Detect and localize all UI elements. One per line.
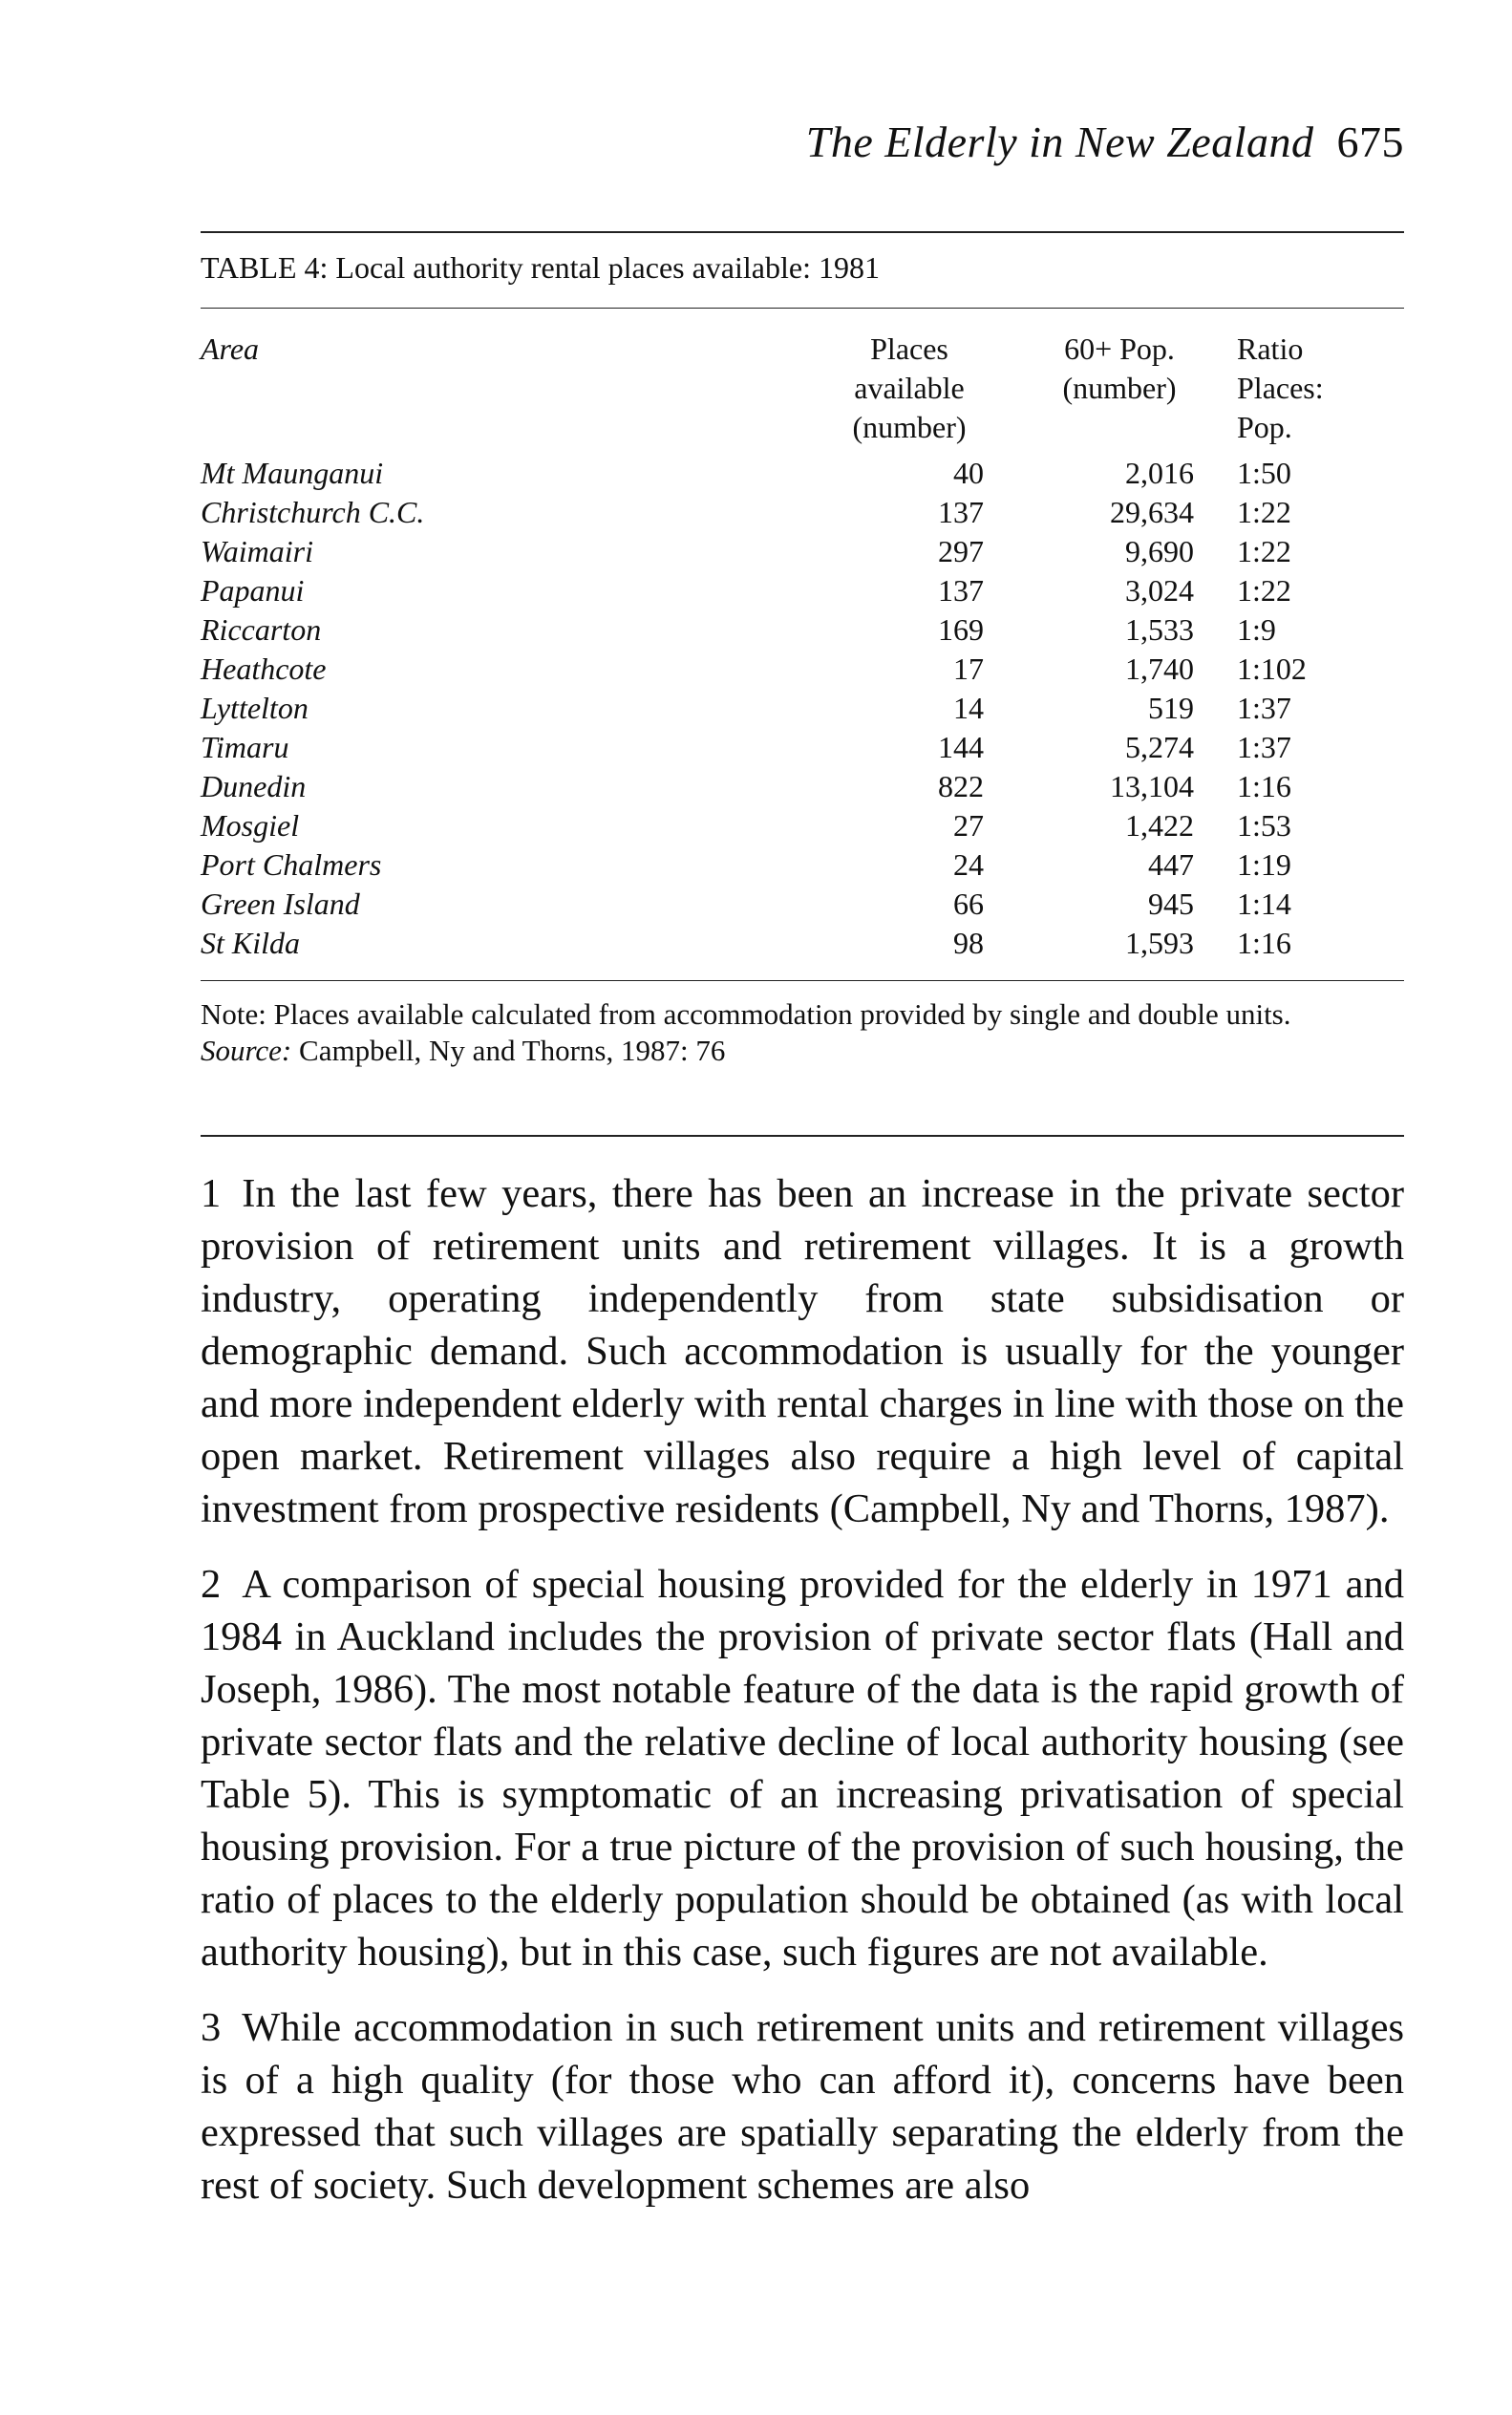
paragraph-text: While accommodation in such retirement units and retirement villages is of a high quality (for those who can afford it), concerns have been expressed that such villages are spatially separating the elderly from the rest of society. Such development schemes are also (201, 2005, 1404, 2208)
page-number: 675 (1336, 118, 1404, 166)
cell-pop: 1,422 (1125, 808, 1194, 843)
cell-area: Papanui (201, 573, 305, 608)
paragraph (201, 1167, 1404, 1535)
cell-ratio: 1:16 (1237, 769, 1291, 803)
col-header-pop-line: 60+ Pop. (1064, 331, 1175, 366)
paragraph-number: 3 (201, 2005, 222, 2050)
paragraph-number: 2 (201, 1562, 222, 1607)
cell-ratio: 1:53 (1237, 808, 1291, 843)
cell-ratio: 1:22 (1237, 573, 1291, 608)
cell-pop: 9,690 (1125, 534, 1194, 568)
cell-places: 297 (938, 534, 984, 568)
col-header-pop-line: (number) (1062, 371, 1177, 405)
running-head (806, 117, 1404, 167)
table-body (201, 454, 1404, 963)
body-text (201, 1167, 1404, 2234)
table-row (201, 885, 1404, 924)
paragraph-text: In the last few years, there has been an increase in the private sector provision of retirement units and retirement villages. It is a growth industry, operating independently from state subsidisation or demographic demand. Such accommodation is usually for the younger and more independent elderly with rental charges in line with those on the open market. Retirement villages also require a high level of capital investment from prospective residents (Campbell, Ny and Thorns, 1987). (201, 1171, 1404, 1531)
cell-places: 14 (953, 691, 984, 725)
cell-area: Green Island (201, 887, 360, 921)
cell-places: 822 (938, 769, 984, 803)
paragraph (201, 2001, 1404, 2212)
table-row (201, 728, 1404, 767)
cell-places: 17 (953, 652, 984, 686)
cell-ratio: 1:37 (1237, 691, 1291, 725)
source-line (201, 1033, 1404, 1069)
table-note (201, 996, 1404, 1069)
table-bottom-rule (201, 980, 1404, 981)
table-row (201, 532, 1404, 571)
table-header-rule (201, 308, 1404, 309)
table-row (201, 924, 1404, 963)
cell-places: 27 (953, 808, 984, 843)
table-top-rule (201, 231, 1404, 233)
paragraph-text: A comparison of special housing provided for the elderly in 1971 and 1984 in Auckland includes the provision of private sector flats (Hall and Joseph, 1986). The most notable feature of the data is the rapid growth of private sector flats and the relative decline of local authority housing (see Table 5). This is symptomatic of an increasing privatisation of special housing provision. For a true picture of the provision of such housing, the ratio of places to the elderly population should be obtained (as with local authority housing), but in this case, such figures are not available. (201, 1562, 1404, 1975)
col-header-places (814, 330, 1005, 447)
data-table (201, 330, 1404, 963)
col-header-places-line: Places (870, 331, 948, 366)
table-row (201, 806, 1404, 845)
cell-pop: 2,016 (1125, 456, 1194, 490)
col-header-ratio-line: Pop. (1237, 410, 1292, 444)
col-header-pop (1024, 330, 1215, 408)
source-text: Campbell, Ny and Thorns, 1987: 76 (291, 1034, 726, 1067)
cell-area: Mt Maunganui (201, 456, 384, 490)
cell-pop: 447 (1148, 847, 1194, 882)
table-row (201, 689, 1404, 728)
cell-area: Timaru (201, 730, 289, 764)
cell-places: 24 (953, 847, 984, 882)
cell-area: Christchurch C.C. (201, 495, 425, 529)
page (201, 0, 1404, 2415)
table-row (201, 650, 1404, 689)
col-header-places-line: available (854, 371, 965, 405)
cell-pop: 1,533 (1125, 612, 1194, 647)
col-header-places-line: (number) (852, 410, 967, 444)
cell-places: 137 (938, 495, 984, 529)
cell-ratio: 1:9 (1237, 612, 1276, 647)
section-rule (201, 1135, 1404, 1137)
cell-ratio: 1:50 (1237, 456, 1291, 490)
col-header-ratio-line: Places: (1237, 371, 1324, 405)
source-label: Source: (201, 1034, 292, 1067)
cell-pop: 1,593 (1125, 926, 1194, 960)
cell-pop: 519 (1148, 691, 1194, 725)
cell-ratio: 1:22 (1237, 495, 1291, 529)
cell-places: 98 (953, 926, 984, 960)
cell-area: Heathcote (201, 652, 327, 686)
cell-places: 66 (953, 887, 984, 921)
cell-area: Mosgiel (201, 808, 300, 843)
cell-area: St Kilda (201, 926, 301, 960)
cell-pop: 945 (1148, 887, 1194, 921)
cell-area: Dunedin (201, 769, 307, 803)
table-caption: TABLE 4: Local authority rental places available: 1981 (201, 250, 880, 285)
cell-places: 40 (953, 456, 984, 490)
cell-ratio: 1:19 (1237, 847, 1291, 882)
cell-pop: 29,634 (1110, 495, 1194, 529)
cell-pop: 3,024 (1125, 573, 1194, 608)
cell-pop: 5,274 (1125, 730, 1194, 764)
cell-ratio: 1:102 (1237, 652, 1307, 686)
cell-ratio: 1:16 (1237, 926, 1291, 960)
table-row (201, 767, 1404, 806)
note-text: Note: Places available calculated from accommodation provided by single and double units. (201, 997, 1291, 1031)
table-row (201, 610, 1404, 650)
cell-area: Riccarton (201, 612, 322, 647)
table-row (201, 571, 1404, 610)
cell-ratio: 1:14 (1237, 887, 1291, 921)
table-row (201, 454, 1404, 493)
table-header (201, 330, 1404, 454)
cell-places: 144 (938, 730, 984, 764)
col-header-ratio-line: Ratio (1237, 331, 1304, 366)
table-row (201, 845, 1404, 885)
cell-ratio: 1:37 (1237, 730, 1291, 764)
col-header-ratio (1237, 330, 1404, 447)
table-row (201, 493, 1404, 532)
paragraph-number: 1 (201, 1171, 222, 1216)
cell-area: Waimairi (201, 534, 313, 568)
col-header-area: Area (201, 331, 260, 366)
paragraph (201, 1558, 1404, 1978)
cell-places: 169 (938, 612, 984, 647)
cell-pop: 13,104 (1110, 769, 1194, 803)
cell-pop: 1,740 (1125, 652, 1194, 686)
cell-ratio: 1:22 (1237, 534, 1291, 568)
cell-places: 137 (938, 573, 984, 608)
running-head-title: The Elderly in New Zealand (805, 118, 1314, 166)
cell-area: Port Chalmers (201, 847, 382, 882)
cell-area: Lyttelton (201, 691, 309, 725)
